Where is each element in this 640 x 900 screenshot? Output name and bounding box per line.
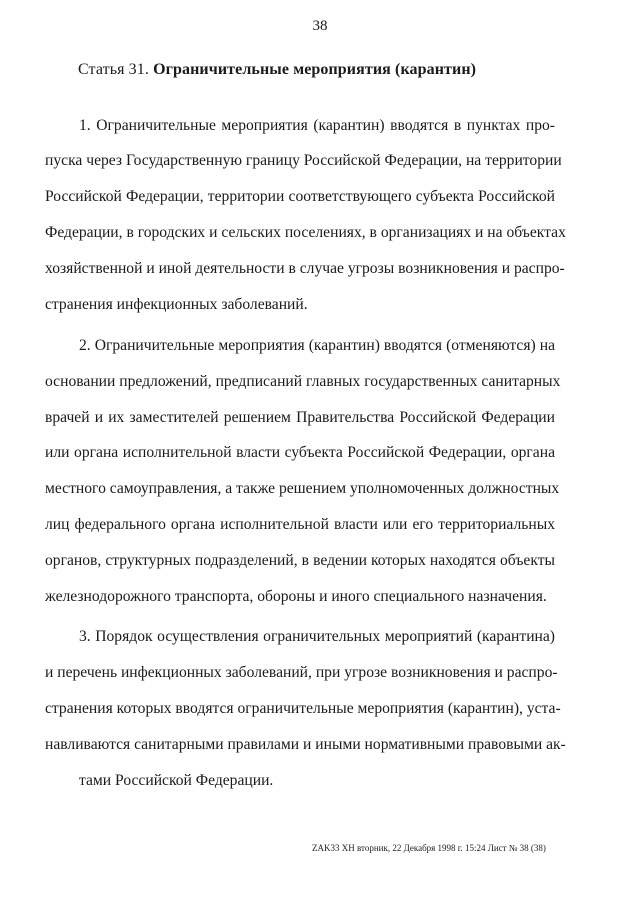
paragraph-1-line-1: 1. Ограничительные мероприятия (карантин) вводятся в пунктах про-: [79, 117, 555, 134]
paragraph-2-line-5: местного самоуправления, а также решением уполномоченных должностных: [45, 480, 560, 497]
paragraph-2-line-4: или органа исполнительной власти субъекта Российской Федерации, органа: [45, 444, 555, 461]
paragraph-2-line-2: основании предложений, предписаний главных государственных санитарных: [45, 373, 561, 390]
paragraph-3-line-3: странения которых вводятся ограничительные мероприятия (карантин), уста-: [45, 700, 561, 717]
paragraph-1-line-6: странения инфекционных заболеваний.: [45, 296, 308, 313]
paragraph-2-line-6: лиц федерального органа исполнительной власти или его территориальных: [45, 516, 555, 533]
paragraph-2-line-1: 2. Ограничительные мероприятия (карантин) вводятся (отменяются) на: [79, 337, 555, 354]
paragraph-1-line-3: Российской Федерации, территории соответствующего субъекта Российской: [45, 188, 555, 205]
article-heading: [78, 61, 476, 79]
paragraph-1-line-5: хозяйственной и иной деятельности в случае угрозы возникновения и распро-: [45, 260, 565, 277]
paragraph-3-line-2: и перечень инфекционных заболеваний, при угрозе возникновения и распро-: [45, 664, 558, 681]
article-title: Ограничительные мероприятия (карантин): [153, 61, 477, 78]
page-number: 38: [312, 18, 328, 34]
paragraph-3-line-1: 3. Порядок осуществления ограничительных мероприятий (карантина): [79, 628, 555, 645]
paragraph-2-line-3: врачей и их заместителей решением Правительства Российской Федерации: [45, 409, 555, 426]
print-footer: ZAK33 XH вторник, 22 Декабря 1998 г. 15:24 Лист № 38 (38): [312, 843, 546, 853]
article-number: Статья 31.: [78, 61, 149, 78]
paragraph-1-line-4: Федерации, в городских и сельских поселениях, в организациях и на объектах: [45, 224, 566, 241]
paragraph-1-line-2: пуска через Государственную границу Российской Федерации, на территории: [45, 152, 562, 169]
paragraph-2-line-8: железнодорожного транспорта, обороны и иного специального назначения.: [45, 588, 547, 605]
paragraph-3-line-4: навливаются санитарными правилами и иными нормативными правовыми ак-: [45, 736, 566, 753]
paragraph-2-line-7: органов, структурных подразделений, в ведении которых находятся объекты: [45, 552, 555, 569]
paragraph-3-line-5: тами Российской Федерации.: [79, 772, 274, 789]
